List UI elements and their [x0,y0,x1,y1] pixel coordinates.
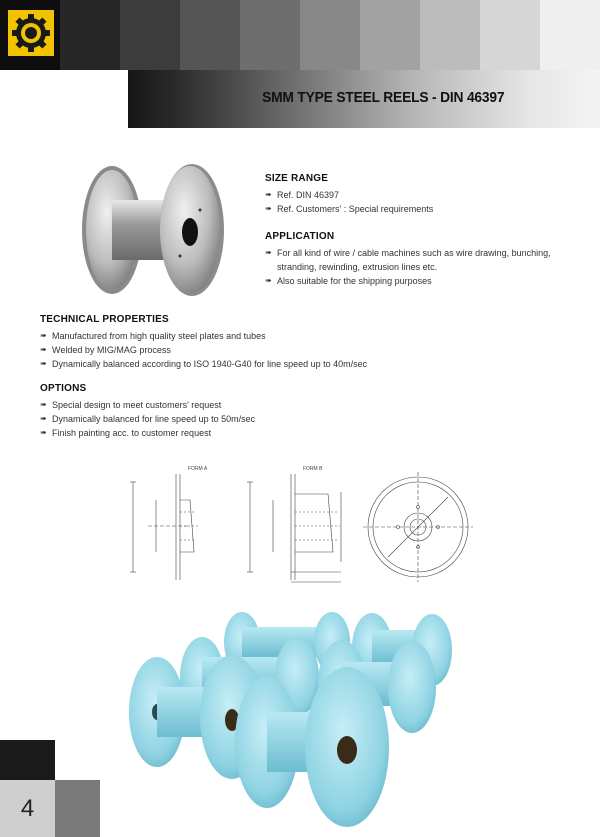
band-swatch [540,0,600,70]
gear-logo-icon [8,10,54,56]
arrow-bullet-icon: ➠ [265,248,272,257]
arrow-bullet-icon: ➠ [40,331,47,340]
list-item: ➠ Finish painting acc. to customer request [40,428,212,438]
arrow-bullet-icon: ➠ [40,400,47,409]
band-swatch [360,0,420,70]
technical-drawings [128,462,473,592]
list-item: ➠ Also suitable for the shipping purposes [265,276,432,286]
list-item: ➠ Ref. DIN 46397 [265,190,340,200]
list-item: ➠ Ref. Customers' : Special requirements [265,204,434,214]
size-range-heading: SIZE RANGE [265,173,329,184]
band-swatch [180,0,240,70]
list-item: ➠ Dynamically balanced according to ISO 1940-G40 for line speed up to 40m/sec [40,359,368,369]
page-number: 4 [0,780,55,837]
page-corner-box [55,780,100,837]
title-bar [128,70,600,128]
arrow-bullet-icon: ➠ [40,414,47,423]
list-item: ➠ Dynamically balanced for line speed up to 50m/sec [40,414,256,424]
page-corner-block [0,740,55,780]
arrow-bullet-icon: ➠ [265,276,272,285]
painted-reels-photo [122,602,472,837]
list-item: ➠ For all kind of wire / cable machines such as wire drawing, bunching, stranding, rewinding, extrusion lines etc. [265,248,551,272]
page-title: SMM TYPE STEEL REELS - DIN 46397 [261,89,504,106]
form-a-label: FORM A [188,466,208,472]
band-swatch [480,0,540,70]
list-item: ➠ Welded by MIG/MAG process [40,345,171,355]
size-range-section [265,172,565,216]
arrow-bullet-icon: ➠ [40,359,47,368]
application-section [265,230,555,288]
options-heading: OPTIONS [40,383,87,394]
technical-properties-section [40,313,540,371]
application-heading: APPLICATION [265,231,335,242]
steel-reel-photo [72,160,242,300]
arrow-bullet-icon: ➠ [265,204,272,213]
band-swatch [420,0,480,70]
arrow-bullet-icon: ➠ [40,345,47,354]
band-swatch [60,0,120,70]
list-item: ➠ Manufactured from high quality steel plates and tubes [40,331,266,341]
technical-heading: TECHNICAL PROPERTIES [40,314,169,325]
arrow-bullet-icon: ➠ [265,190,272,199]
arrow-bullet-icon: ➠ [40,428,47,437]
list-item: ➠ Special design to meet customers' request [40,400,222,410]
header-band [0,0,600,70]
band-swatch [300,0,360,70]
band-swatch [120,0,180,70]
options-section [40,382,540,440]
form-b-label: FORM B [303,466,323,472]
band-swatch [240,0,300,70]
